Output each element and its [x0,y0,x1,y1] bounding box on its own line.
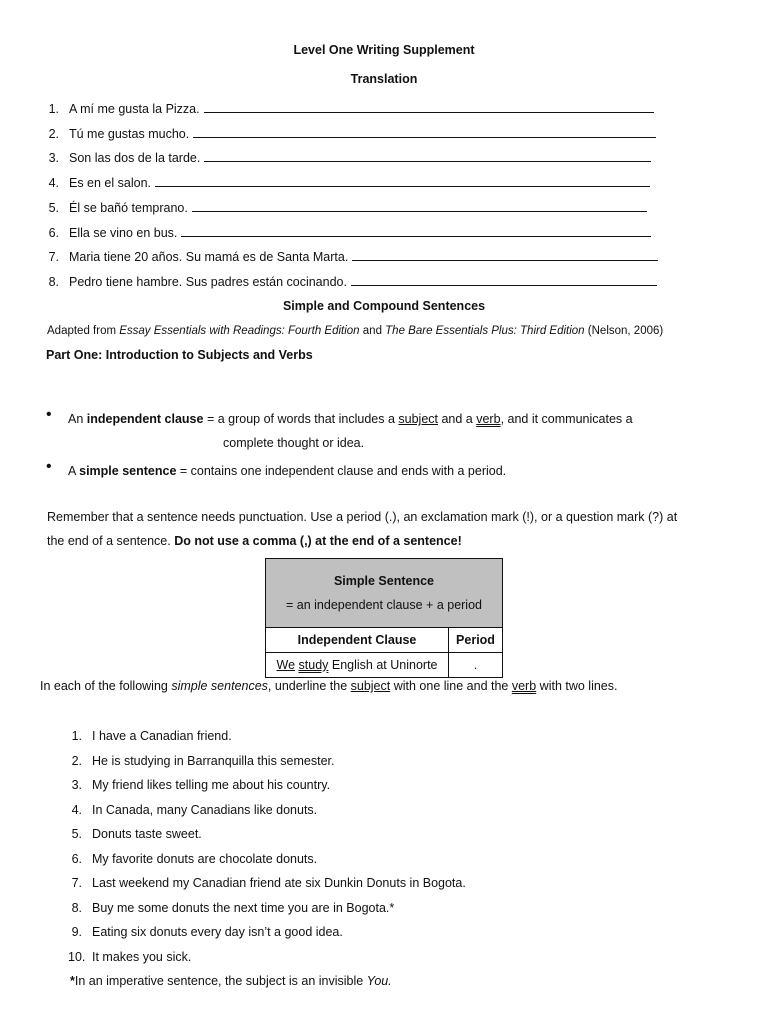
answer-line[interactable] [181,224,651,237]
footnote [70,974,392,988]
item-number: 5. [48,200,59,215]
text-fragment: In an imperative sentence, the subject is an invisible [74,974,367,988]
text-fragment: with one line and the [390,679,512,693]
spanish-sentence: Ella se vino en bus. [69,225,178,240]
item-number: 6. [48,225,59,240]
exercise-item [68,901,394,915]
exercise-sentence: Last weekend my Canadian friend ate six Dunkin Donuts in Bogota. [92,876,466,890]
item-number: 7. [71,876,82,890]
double-underlined-verb: verb [476,412,501,426]
exercise-item [68,803,317,817]
answer-line[interactable] [351,273,657,286]
example-period-cell: . [449,653,503,678]
exercise-sentence: My favorite donuts are chocolate donuts. [92,851,318,866]
emphasis-you: You. [366,974,392,988]
punctuation-note-line-2 [47,534,462,548]
column-header-independent-clause: Independent Clause [266,628,449,653]
independent-clause-continuation: complete thought or idea. [223,436,365,450]
answer-line[interactable] [204,149,651,162]
item-number: 8. [48,274,59,289]
exercise-item [68,778,330,792]
citation-and: and [359,325,386,337]
item-number: 3. [48,151,59,166]
exercise-sentence: Eating six donuts every day isn’t a good idea. [92,925,343,939]
answer-line[interactable] [192,199,647,212]
item-number: 1. [71,729,82,743]
citation-prefix: Adapted from [47,325,120,337]
exercise-item [68,950,191,964]
bullet-icon: • [46,458,52,475]
spanish-sentence: A mí me gusta la Pizza. [69,102,200,116]
term-independent-clause: independent clause [86,412,204,426]
translation-item [45,149,651,165]
footnote-asterisk: * [70,974,75,988]
simple-sentence-table [265,558,503,678]
example-subject: We [276,658,296,672]
translation-item [45,224,651,240]
text-fragment: , underline the [267,679,351,693]
exercise-sentence: It makes you sick. [92,949,192,964]
table-header-subtitle: = an independent clause + a period [286,598,482,612]
bullet-icon: • [46,406,52,423]
exercise-sentence: I have a Canadian friend. [92,729,232,743]
item-number: 3. [71,778,82,792]
translation-item [45,125,656,141]
exercise-instruction [40,679,617,693]
independent-clause-definition [68,412,633,426]
exercise-item [68,827,202,841]
exercise-item [68,925,343,939]
item-number: 7. [48,250,59,265]
underlined-subject: subject [350,679,391,693]
citation-suffix: (Nelson, 2006) [584,325,664,337]
exercise-sentence: My friend likes telling me about his country. [92,778,331,792]
simple-sentence-definition [68,464,506,478]
item-number: 1. [48,102,59,116]
text-fragment: , and it communicates a [500,412,633,426]
item-number: 4. [71,802,82,817]
exercise-sentence: Buy me some donuts the next time you are in Bogota.* [92,900,395,915]
item-number: 10. [68,949,86,964]
punctuation-note-line-1: Remember that a sentence needs punctuation. Use a period (.), an exclamation mark (!), or a question mark (?) at [47,510,678,524]
example-clause-cell [266,653,449,678]
text-fragment: In each of the following [40,679,172,693]
item-number: 5. [71,827,82,841]
translation-item [45,273,657,289]
exercise-item [68,729,232,743]
answer-line[interactable] [155,174,650,187]
text-fragment: = a group of words that includes a [203,412,399,426]
source-citation [47,325,663,337]
translation-heading: Translation [350,72,418,86]
text-fragment: and a [438,412,477,426]
example-rest: English at Uninorte [328,658,438,672]
answer-line[interactable] [204,100,654,113]
item-number: 4. [48,176,59,191]
spanish-sentence: Pedro tiene hambre. Sus padres están cocinando. [69,274,347,289]
item-number: 2. [48,126,59,141]
comma-warning: Do not use a comma (,) at the end of a sentence! [174,534,462,548]
column-header-period: Period [449,628,503,653]
exercise-sentence: Donuts taste sweet. [92,827,202,841]
answer-line[interactable] [193,125,656,138]
table-header-title: Simple Sentence [333,574,435,588]
spanish-sentence: Él se bañó temprano. [69,200,188,215]
example-verb: study [298,658,329,672]
item-number: 6. [71,851,82,866]
text-fragment: with two lines. [536,679,618,693]
citation-book-1: Essay Essentials with Readings: Fourth Edition [119,325,360,337]
translation-item [45,100,654,116]
spanish-sentence: Tú me gustas mucho. [69,126,190,141]
underlined-subject: subject [398,412,438,426]
exercise-sentence: In Canada, many Canadians like donuts. [92,802,318,817]
translation-item [45,174,650,190]
text-fragment: the end of a sentence. [47,534,175,548]
emphasis-simple-sentences: simple sentences [171,679,268,693]
exercise-item [68,754,334,768]
translation-item [45,248,658,264]
citation-book-2: The Bare Essentials Plus: Third Edition [385,325,585,337]
page-title: Level One Writing Supplement [293,43,475,57]
term-simple-sentence: simple sentence [79,464,177,478]
section-heading: Simple and Compound Sentences [282,299,486,313]
exercise-item [68,876,466,890]
answer-line[interactable] [352,248,658,261]
text-fragment: = contains one independent clause and ends with a period. [176,464,507,478]
spanish-sentence: Son las dos de la tarde. [69,151,201,166]
item-number: 9. [71,925,82,939]
spanish-sentence: Es en el salon. [69,176,151,191]
exercise-sentence: He is studying in Barranquilla this semester. [92,753,335,768]
part-one-heading: Part One: Introduction to Subjects and Verbs [46,348,313,362]
item-number: 8. [71,900,82,915]
exercise-item [68,852,317,866]
text-fragment: An [68,412,87,426]
text-fragment: A [68,464,80,478]
table-header [266,559,503,628]
translation-item [45,199,647,215]
item-number: 2. [71,753,82,768]
double-underlined-verb: verb [511,679,537,693]
spanish-sentence: Maria tiene 20 años. Su mamá es de Santa Marta. [69,250,349,265]
